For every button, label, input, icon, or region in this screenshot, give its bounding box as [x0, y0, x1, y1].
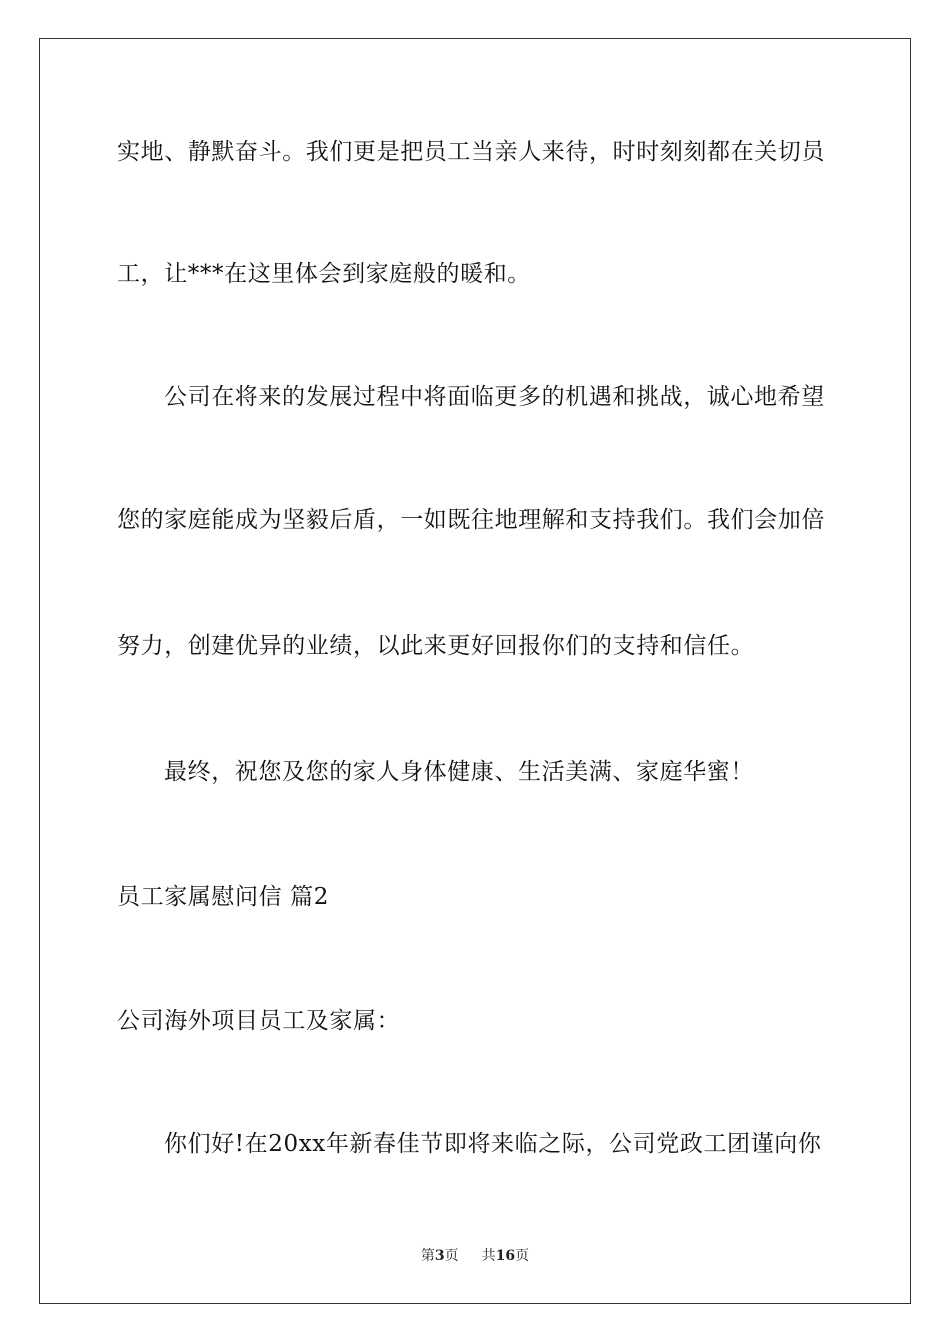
body-line-6: 最终，祝您及您的家人身体健康、生活美满、家庭华蜜！ — [164, 759, 754, 785]
footer-total-prefix: 共 — [481, 1248, 496, 1264]
body-line-1: 实地、静默奋斗。我们更是把员工当亲人来待，时时刻刻都在关切员 — [117, 139, 825, 165]
body-line-4: 您的家庭能成为坚毅后盾，一如既往地理解和支持我们。我们会加倍 — [117, 507, 825, 533]
body-line-2: 工，让***在这里体会到家庭般的暖和。 — [117, 261, 531, 287]
body-line-7: 你们好!在20xx年新春佳节即将来临之际，公司党政工团谨向你 — [164, 1131, 822, 1157]
salutation-line: 公司海外项目员工及家属： — [117, 1008, 401, 1034]
body-line-3: 公司在将来的发展过程中将面临更多的机遇和挑战，诚心地希望 — [164, 384, 825, 410]
page-frame — [39, 38, 911, 1304]
footer-page-number: 3 — [434, 1248, 445, 1264]
footer-total-suffix: 页 — [515, 1248, 530, 1264]
footer-page-suffix: 页 — [444, 1248, 459, 1264]
body-line-5: 努力，创建优异的业绩，以此来更好回报你们的支持和信任。 — [117, 633, 755, 659]
footer-total-pages: 16 — [495, 1248, 516, 1264]
page-footer — [0, 1246, 950, 1266]
section-heading: 员工家属慰问信 篇2 — [117, 884, 329, 910]
footer-page-prefix: 第 — [420, 1248, 435, 1264]
